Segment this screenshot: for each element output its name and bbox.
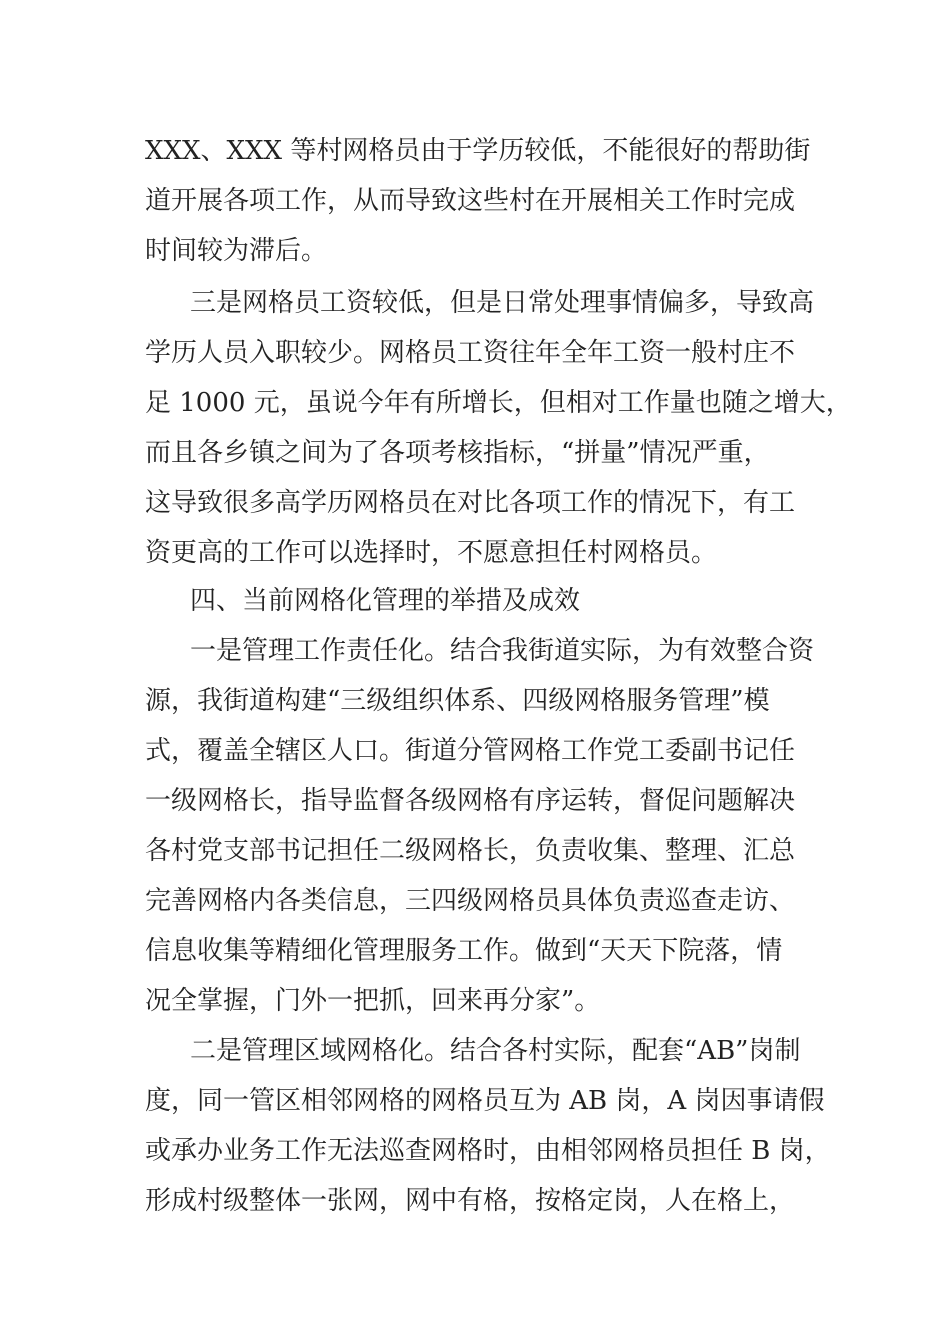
text-line: XXX、XXX 等村网格员由于学历较低，不能很好的帮助街 [145,136,811,166]
text-line: 道开展各项工作，从而导致这些村在开展相关工作时完成 [145,186,796,216]
text-line: 学历人员入职较少。网格员工资往年全年工资一般村庄不 [145,338,796,368]
text-line: 度，同一管区相邻网格的网格员互为 AB 岗，A 岗因事请假 [145,1086,825,1116]
text-line: 而且各乡镇之间为了各项考核指标，“拼量”情况严重， [145,438,770,468]
text-line: 二是管理区域网格化。结合各村实际，配套“AB”岗制 [190,1036,801,1066]
text-line: 各村党支部书记担任二级网格长，负责收集、整理、汇总 [145,836,796,866]
text-line: 这导致很多高学历网格员在对比各项工作的情况下，有工 [145,488,796,518]
text-line: 三是网格员工资较低，但是日常处理事情偏多，导致高 [190,288,815,318]
text-line: 形成村级整体一张网，网中有格，按格定岗，人在格上， [145,1186,796,1216]
text-line: 足 1000 元，虽说今年有所增长，但相对工作量也随之增大， [145,388,852,418]
text-line: 式，覆盖全辖区人口。街道分管网格工作党工委副书记任 [145,736,796,766]
text-line: 一是管理工作责任化。结合我街道实际，为有效整合资 [190,636,815,666]
text-line: 完善网格内各类信息，三四级网格员具体负责巡查走访、 [145,886,796,916]
text-line: 或承办业务工作无法巡查网格时，由相邻网格员担任 B 岗， [145,1136,831,1166]
text-line: 源，我街道构建“三级组织体系、四级网格服务管理”模 [145,686,770,716]
text-line: 时间较为滞后。 [145,236,328,266]
text-line: 信息收集等精细化管理服务工作。做到“天天下院落，情 [145,936,783,966]
text-line: 资更高的工作可以选择时，不愿意担任村网格员。 [145,538,718,568]
text-line: 况全掌握，门外一把抓，回来再分家”。 [145,986,601,1016]
text-line: 一级网格长，指导监督各级网格有序运转，督促问题解决 [145,786,796,816]
section-heading: 四、当前网格化管理的举措及成效 [190,586,581,616]
